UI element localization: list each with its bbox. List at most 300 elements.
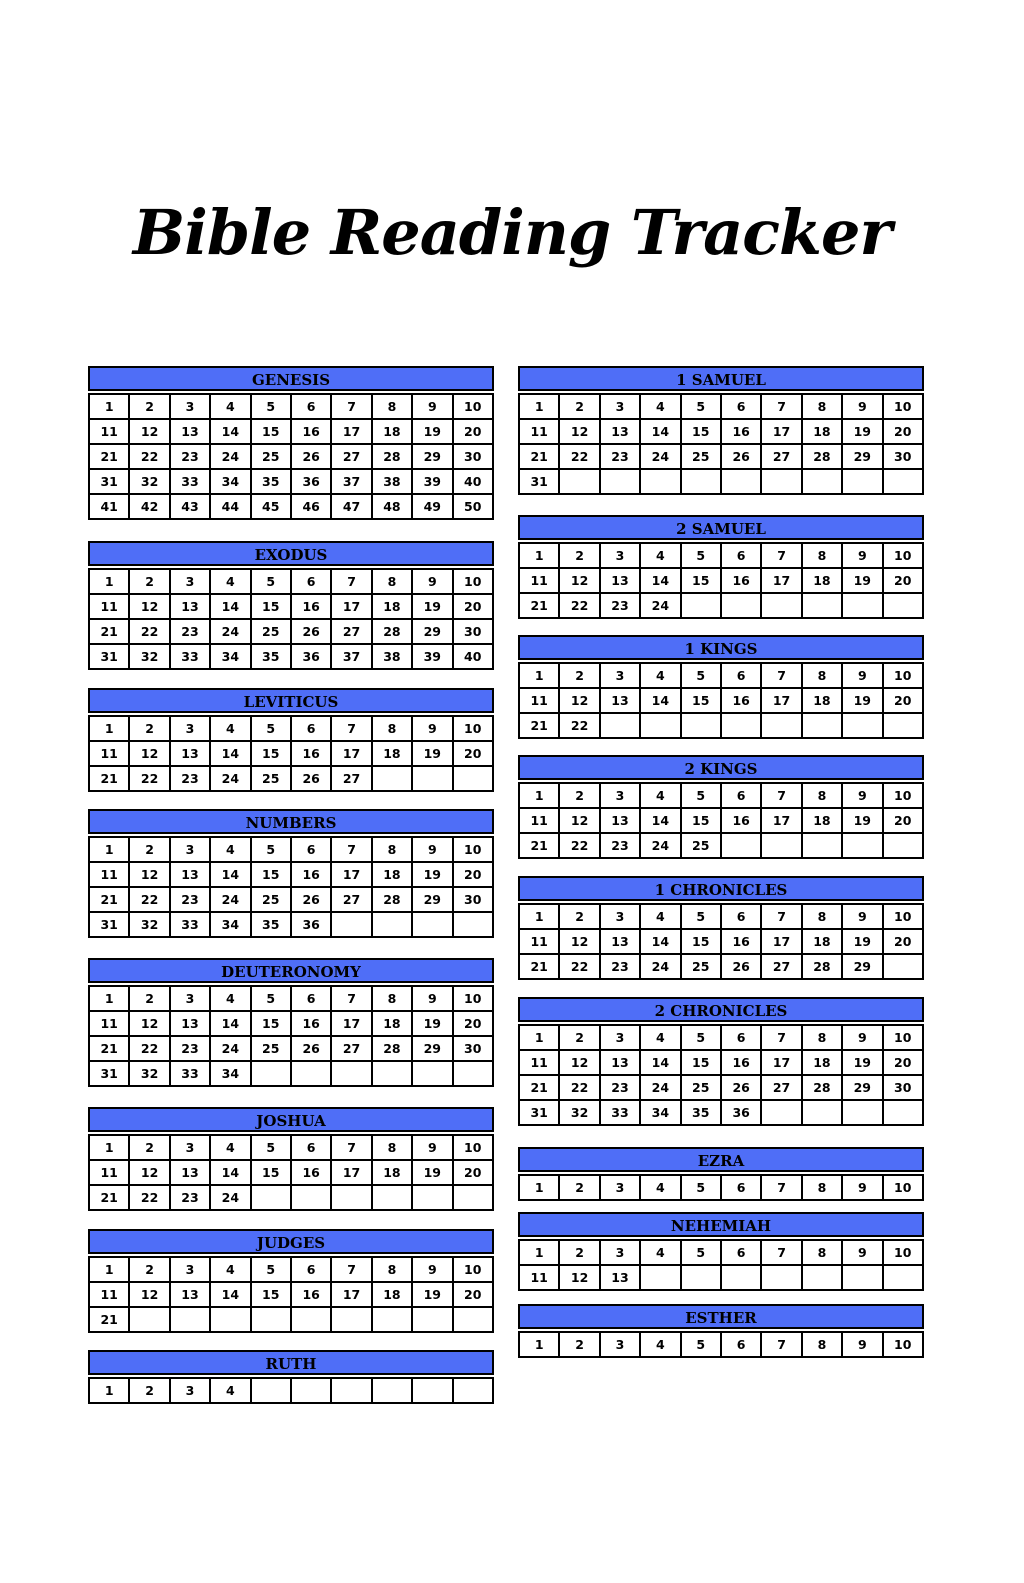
chapter-cell[interactable]: 11: [89, 419, 129, 444]
chapter-cell[interactable]: 5: [251, 569, 291, 594]
chapter-cell[interactable]: 18: [802, 929, 842, 954]
chapter-cell[interactable]: 5: [251, 986, 291, 1011]
chapter-cell[interactable]: 13: [600, 419, 640, 444]
chapter-cell[interactable]: 30: [883, 1075, 923, 1100]
chapter-cell[interactable]: 1: [519, 663, 559, 688]
chapter-cell[interactable]: 22: [559, 1075, 599, 1100]
chapter-cell[interactable]: 12: [559, 419, 599, 444]
chapter-cell[interactable]: 25: [681, 954, 721, 979]
chapter-cell[interactable]: 5: [681, 1332, 721, 1357]
chapter-cell[interactable]: 31: [89, 644, 129, 669]
chapter-cell[interactable]: 7: [331, 1135, 371, 1160]
chapter-cell[interactable]: 9: [412, 569, 452, 594]
chapter-cell[interactable]: 18: [372, 1011, 412, 1036]
chapter-cell[interactable]: 5: [251, 837, 291, 862]
chapter-cell[interactable]: 7: [761, 1025, 801, 1050]
chapter-cell[interactable]: 4: [210, 1135, 250, 1160]
chapter-cell[interactable]: 7: [761, 394, 801, 419]
chapter-cell[interactable]: 30: [453, 444, 493, 469]
chapter-cell[interactable]: 25: [251, 1036, 291, 1061]
chapter-cell[interactable]: 13: [600, 688, 640, 713]
chapter-cell[interactable]: 17: [331, 1011, 371, 1036]
chapter-cell[interactable]: 16: [721, 929, 761, 954]
chapter-cell[interactable]: 1: [89, 394, 129, 419]
chapter-cell[interactable]: 9: [842, 783, 882, 808]
chapter-cell[interactable]: 26: [291, 887, 331, 912]
chapter-cell[interactable]: 5: [681, 783, 721, 808]
chapter-cell[interactable]: 26: [291, 619, 331, 644]
chapter-cell[interactable]: 3: [600, 904, 640, 929]
chapter-cell[interactable]: 18: [802, 419, 842, 444]
chapter-cell[interactable]: 12: [129, 1160, 169, 1185]
chapter-cell[interactable]: 15: [251, 594, 291, 619]
chapter-cell[interactable]: 22: [129, 766, 169, 791]
chapter-cell[interactable]: 2: [559, 904, 599, 929]
chapter-cell[interactable]: 33: [600, 1100, 640, 1125]
chapter-cell[interactable]: 13: [600, 808, 640, 833]
chapter-cell[interactable]: 22: [129, 444, 169, 469]
chapter-cell[interactable]: 41: [89, 494, 129, 519]
chapter-cell[interactable]: 8: [372, 1135, 412, 1160]
chapter-cell[interactable]: 6: [291, 1135, 331, 1160]
chapter-cell[interactable]: 18: [372, 1282, 412, 1307]
chapter-cell[interactable]: 21: [519, 833, 559, 858]
chapter-cell[interactable]: 17: [761, 929, 801, 954]
chapter-cell[interactable]: 4: [210, 569, 250, 594]
chapter-cell[interactable]: 5: [251, 716, 291, 741]
chapter-cell[interactable]: 22: [129, 887, 169, 912]
chapter-cell[interactable]: 2: [129, 1135, 169, 1160]
chapter-cell[interactable]: 36: [291, 469, 331, 494]
chapter-cell[interactable]: 9: [842, 394, 882, 419]
chapter-cell[interactable]: 28: [802, 444, 842, 469]
chapter-cell[interactable]: 24: [210, 1036, 250, 1061]
chapter-cell[interactable]: 16: [291, 862, 331, 887]
chapter-cell[interactable]: 27: [331, 444, 371, 469]
chapter-cell[interactable]: 13: [170, 1011, 210, 1036]
chapter-cell[interactable]: 20: [453, 862, 493, 887]
chapter-cell[interactable]: 3: [170, 716, 210, 741]
chapter-cell[interactable]: 7: [331, 569, 371, 594]
chapter-cell[interactable]: 25: [251, 766, 291, 791]
chapter-cell[interactable]: 10: [883, 1240, 923, 1265]
chapter-cell[interactable]: 7: [331, 1257, 371, 1282]
chapter-cell[interactable]: 2: [129, 394, 169, 419]
chapter-cell[interactable]: 14: [210, 1282, 250, 1307]
chapter-cell[interactable]: 14: [210, 1011, 250, 1036]
chapter-cell[interactable]: 8: [372, 569, 412, 594]
chapter-cell[interactable]: 24: [210, 1185, 250, 1210]
chapter-cell[interactable]: 21: [89, 619, 129, 644]
chapter-cell[interactable]: 10: [883, 1175, 923, 1200]
chapter-cell[interactable]: 32: [129, 1061, 169, 1086]
chapter-cell[interactable]: 22: [129, 619, 169, 644]
chapter-cell[interactable]: 17: [331, 1160, 371, 1185]
chapter-cell[interactable]: 10: [883, 1025, 923, 1050]
chapter-cell[interactable]: 2: [559, 394, 599, 419]
chapter-cell[interactable]: 19: [842, 1050, 882, 1075]
chapter-cell[interactable]: 18: [372, 594, 412, 619]
chapter-cell[interactable]: 10: [883, 783, 923, 808]
chapter-cell[interactable]: 27: [761, 954, 801, 979]
chapter-cell[interactable]: 24: [210, 766, 250, 791]
chapter-cell[interactable]: 6: [291, 1257, 331, 1282]
chapter-cell[interactable]: 12: [129, 1011, 169, 1036]
chapter-cell[interactable]: 20: [453, 594, 493, 619]
chapter-cell[interactable]: 24: [640, 444, 680, 469]
chapter-cell[interactable]: 18: [802, 688, 842, 713]
chapter-cell[interactable]: 17: [761, 808, 801, 833]
chapter-cell[interactable]: 44: [210, 494, 250, 519]
chapter-cell[interactable]: 19: [842, 688, 882, 713]
chapter-cell[interactable]: 13: [170, 419, 210, 444]
chapter-cell[interactable]: 9: [412, 1135, 452, 1160]
chapter-cell[interactable]: 22: [559, 444, 599, 469]
chapter-cell[interactable]: 3: [170, 837, 210, 862]
chapter-cell[interactable]: 28: [802, 1075, 842, 1100]
chapter-cell[interactable]: 29: [412, 887, 452, 912]
chapter-cell[interactable]: 1: [89, 986, 129, 1011]
chapter-cell[interactable]: 21: [89, 1185, 129, 1210]
chapter-cell[interactable]: 38: [372, 644, 412, 669]
chapter-cell[interactable]: 26: [291, 1036, 331, 1061]
chapter-cell[interactable]: 26: [721, 444, 761, 469]
chapter-cell[interactable]: 4: [210, 716, 250, 741]
chapter-cell[interactable]: 13: [170, 1160, 210, 1185]
chapter-cell[interactable]: 31: [519, 469, 559, 494]
chapter-cell[interactable]: 27: [331, 619, 371, 644]
chapter-cell[interactable]: 9: [412, 837, 452, 862]
chapter-cell[interactable]: 10: [453, 394, 493, 419]
chapter-cell[interactable]: 23: [170, 1185, 210, 1210]
chapter-cell[interactable]: 23: [600, 593, 640, 618]
chapter-cell[interactable]: 34: [210, 912, 250, 937]
chapter-cell[interactable]: 11: [89, 741, 129, 766]
chapter-cell[interactable]: 43: [170, 494, 210, 519]
chapter-cell[interactable]: 25: [681, 444, 721, 469]
chapter-cell[interactable]: 23: [170, 1036, 210, 1061]
chapter-cell[interactable]: 3: [170, 1135, 210, 1160]
chapter-cell[interactable]: 7: [761, 783, 801, 808]
chapter-cell[interactable]: 17: [331, 741, 371, 766]
chapter-cell[interactable]: 8: [372, 716, 412, 741]
chapter-cell[interactable]: 20: [883, 808, 923, 833]
chapter-cell[interactable]: 7: [761, 663, 801, 688]
chapter-cell[interactable]: 13: [170, 862, 210, 887]
chapter-cell[interactable]: 25: [681, 833, 721, 858]
chapter-cell[interactable]: 20: [883, 1050, 923, 1075]
chapter-cell[interactable]: 6: [721, 1240, 761, 1265]
chapter-cell[interactable]: 10: [883, 1332, 923, 1357]
chapter-cell[interactable]: 15: [251, 741, 291, 766]
chapter-cell[interactable]: 11: [89, 1011, 129, 1036]
chapter-cell[interactable]: 1: [89, 716, 129, 741]
chapter-cell[interactable]: 30: [453, 887, 493, 912]
chapter-cell[interactable]: 7: [761, 904, 801, 929]
chapter-cell[interactable]: 4: [210, 1378, 250, 1403]
chapter-cell[interactable]: 14: [640, 808, 680, 833]
chapter-cell[interactable]: 8: [372, 986, 412, 1011]
chapter-cell[interactable]: 8: [372, 1257, 412, 1282]
chapter-cell[interactable]: 11: [519, 929, 559, 954]
chapter-cell[interactable]: 21: [519, 954, 559, 979]
chapter-cell[interactable]: 37: [331, 644, 371, 669]
chapter-cell[interactable]: 23: [600, 1075, 640, 1100]
chapter-cell[interactable]: 10: [883, 904, 923, 929]
chapter-cell[interactable]: 22: [559, 713, 599, 738]
chapter-cell[interactable]: 14: [210, 862, 250, 887]
chapter-cell[interactable]: 34: [210, 644, 250, 669]
chapter-cell[interactable]: 9: [842, 904, 882, 929]
chapter-cell[interactable]: 10: [883, 663, 923, 688]
chapter-cell[interactable]: 25: [251, 619, 291, 644]
chapter-cell[interactable]: 13: [600, 568, 640, 593]
chapter-cell[interactable]: 7: [331, 986, 371, 1011]
chapter-cell[interactable]: 12: [129, 741, 169, 766]
chapter-cell[interactable]: 31: [89, 469, 129, 494]
chapter-cell[interactable]: 7: [761, 1240, 801, 1265]
chapter-cell[interactable]: 21: [519, 713, 559, 738]
chapter-cell[interactable]: 19: [842, 808, 882, 833]
chapter-cell[interactable]: 9: [842, 1175, 882, 1200]
chapter-cell[interactable]: 40: [453, 469, 493, 494]
chapter-cell[interactable]: 23: [170, 444, 210, 469]
chapter-cell[interactable]: 22: [559, 593, 599, 618]
chapter-cell[interactable]: 30: [453, 619, 493, 644]
chapter-cell[interactable]: 15: [681, 568, 721, 593]
chapter-cell[interactable]: 8: [802, 394, 842, 419]
chapter-cell[interactable]: 20: [883, 419, 923, 444]
chapter-cell[interactable]: 3: [170, 1378, 210, 1403]
chapter-cell[interactable]: 17: [331, 594, 371, 619]
chapter-cell[interactable]: 5: [681, 904, 721, 929]
chapter-cell[interactable]: 35: [251, 912, 291, 937]
chapter-cell[interactable]: 4: [640, 1240, 680, 1265]
chapter-cell[interactable]: 10: [883, 543, 923, 568]
chapter-cell[interactable]: 10: [453, 1135, 493, 1160]
chapter-cell[interactable]: 30: [883, 444, 923, 469]
chapter-cell[interactable]: 5: [681, 1175, 721, 1200]
chapter-cell[interactable]: 16: [721, 1050, 761, 1075]
chapter-cell[interactable]: 23: [600, 444, 640, 469]
chapter-cell[interactable]: 12: [559, 688, 599, 713]
chapter-cell[interactable]: 28: [372, 444, 412, 469]
chapter-cell[interactable]: 24: [640, 1075, 680, 1100]
chapter-cell[interactable]: 17: [761, 688, 801, 713]
chapter-cell[interactable]: 12: [129, 1282, 169, 1307]
chapter-cell[interactable]: 2: [129, 716, 169, 741]
chapter-cell[interactable]: 3: [600, 663, 640, 688]
chapter-cell[interactable]: 13: [170, 594, 210, 619]
chapter-cell[interactable]: 15: [251, 1160, 291, 1185]
chapter-cell[interactable]: 29: [842, 1075, 882, 1100]
chapter-cell[interactable]: 19: [412, 1282, 452, 1307]
chapter-cell[interactable]: 30: [453, 1036, 493, 1061]
chapter-cell[interactable]: 7: [761, 1332, 801, 1357]
chapter-cell[interactable]: 2: [129, 569, 169, 594]
chapter-cell[interactable]: 32: [559, 1100, 599, 1125]
chapter-cell[interactable]: 11: [519, 688, 559, 713]
chapter-cell[interactable]: 16: [721, 568, 761, 593]
chapter-cell[interactable]: 1: [519, 543, 559, 568]
chapter-cell[interactable]: 5: [251, 1257, 291, 1282]
chapter-cell[interactable]: 20: [453, 741, 493, 766]
chapter-cell[interactable]: 2: [559, 1240, 599, 1265]
chapter-cell[interactable]: 6: [721, 663, 761, 688]
chapter-cell[interactable]: 5: [251, 1135, 291, 1160]
chapter-cell[interactable]: 6: [721, 1332, 761, 1357]
chapter-cell[interactable]: 6: [721, 904, 761, 929]
chapter-cell[interactable]: 8: [802, 663, 842, 688]
chapter-cell[interactable]: 36: [721, 1100, 761, 1125]
chapter-cell[interactable]: 16: [721, 688, 761, 713]
chapter-cell[interactable]: 23: [600, 954, 640, 979]
chapter-cell[interactable]: 7: [331, 394, 371, 419]
chapter-cell[interactable]: 11: [89, 862, 129, 887]
chapter-cell[interactable]: 24: [640, 954, 680, 979]
chapter-cell[interactable]: 8: [802, 1025, 842, 1050]
chapter-cell[interactable]: 39: [412, 469, 452, 494]
chapter-cell[interactable]: 19: [412, 862, 452, 887]
chapter-cell[interactable]: 4: [210, 986, 250, 1011]
chapter-cell[interactable]: 29: [842, 444, 882, 469]
chapter-cell[interactable]: 3: [600, 543, 640, 568]
chapter-cell[interactable]: 24: [210, 887, 250, 912]
chapter-cell[interactable]: 6: [721, 394, 761, 419]
chapter-cell[interactable]: 21: [519, 444, 559, 469]
chapter-cell[interactable]: 3: [170, 1257, 210, 1282]
chapter-cell[interactable]: 2: [559, 543, 599, 568]
chapter-cell[interactable]: 10: [453, 1257, 493, 1282]
chapter-cell[interactable]: 16: [291, 419, 331, 444]
chapter-cell[interactable]: 9: [842, 543, 882, 568]
chapter-cell[interactable]: 14: [640, 688, 680, 713]
chapter-cell[interactable]: 21: [89, 766, 129, 791]
chapter-cell[interactable]: 20: [453, 419, 493, 444]
chapter-cell[interactable]: 5: [251, 394, 291, 419]
chapter-cell[interactable]: 11: [519, 568, 559, 593]
chapter-cell[interactable]: 2: [559, 1025, 599, 1050]
chapter-cell[interactable]: 19: [842, 419, 882, 444]
chapter-cell[interactable]: 15: [681, 419, 721, 444]
chapter-cell[interactable]: 22: [129, 1185, 169, 1210]
chapter-cell[interactable]: 40: [453, 644, 493, 669]
chapter-cell[interactable]: 18: [802, 808, 842, 833]
chapter-cell[interactable]: 31: [89, 912, 129, 937]
chapter-cell[interactable]: 21: [89, 1036, 129, 1061]
chapter-cell[interactable]: 32: [129, 644, 169, 669]
chapter-cell[interactable]: 12: [129, 419, 169, 444]
chapter-cell[interactable]: 2: [559, 783, 599, 808]
chapter-cell[interactable]: 5: [681, 1025, 721, 1050]
chapter-cell[interactable]: 12: [559, 1050, 599, 1075]
chapter-cell[interactable]: 13: [600, 929, 640, 954]
chapter-cell[interactable]: 28: [802, 954, 842, 979]
chapter-cell[interactable]: 18: [372, 419, 412, 444]
chapter-cell[interactable]: 3: [600, 1025, 640, 1050]
chapter-cell[interactable]: 29: [412, 444, 452, 469]
chapter-cell[interactable]: 35: [251, 469, 291, 494]
chapter-cell[interactable]: 28: [372, 887, 412, 912]
chapter-cell[interactable]: 1: [519, 904, 559, 929]
chapter-cell[interactable]: 21: [519, 593, 559, 618]
chapter-cell[interactable]: 12: [129, 862, 169, 887]
chapter-cell[interactable]: 25: [251, 887, 291, 912]
chapter-cell[interactable]: 4: [640, 783, 680, 808]
chapter-cell[interactable]: 14: [640, 568, 680, 593]
chapter-cell[interactable]: 9: [842, 1025, 882, 1050]
chapter-cell[interactable]: 19: [842, 568, 882, 593]
chapter-cell[interactable]: 13: [600, 1050, 640, 1075]
chapter-cell[interactable]: 13: [170, 1282, 210, 1307]
chapter-cell[interactable]: 14: [640, 419, 680, 444]
chapter-cell[interactable]: 4: [640, 1025, 680, 1050]
chapter-cell[interactable]: 8: [372, 837, 412, 862]
chapter-cell[interactable]: 26: [721, 954, 761, 979]
chapter-cell[interactable]: 28: [372, 619, 412, 644]
chapter-cell[interactable]: 45: [251, 494, 291, 519]
chapter-cell[interactable]: 27: [331, 1036, 371, 1061]
chapter-cell[interactable]: 10: [453, 837, 493, 862]
chapter-cell[interactable]: 6: [291, 394, 331, 419]
chapter-cell[interactable]: 2: [559, 663, 599, 688]
chapter-cell[interactable]: 3: [170, 569, 210, 594]
chapter-cell[interactable]: 3: [600, 394, 640, 419]
chapter-cell[interactable]: 6: [291, 986, 331, 1011]
chapter-cell[interactable]: 36: [291, 644, 331, 669]
chapter-cell[interactable]: 29: [842, 954, 882, 979]
chapter-cell[interactable]: 7: [331, 837, 371, 862]
chapter-cell[interactable]: 14: [640, 929, 680, 954]
chapter-cell[interactable]: 1: [519, 1025, 559, 1050]
chapter-cell[interactable]: 3: [170, 394, 210, 419]
chapter-cell[interactable]: 7: [761, 1175, 801, 1200]
chapter-cell[interactable]: 3: [600, 1240, 640, 1265]
chapter-cell[interactable]: 20: [883, 568, 923, 593]
chapter-cell[interactable]: 26: [291, 766, 331, 791]
chapter-cell[interactable]: 32: [129, 912, 169, 937]
chapter-cell[interactable]: 19: [412, 594, 452, 619]
chapter-cell[interactable]: 4: [640, 904, 680, 929]
chapter-cell[interactable]: 23: [170, 766, 210, 791]
chapter-cell[interactable]: 25: [251, 444, 291, 469]
chapter-cell[interactable]: 4: [640, 394, 680, 419]
chapter-cell[interactable]: 15: [251, 1282, 291, 1307]
chapter-cell[interactable]: 18: [372, 1160, 412, 1185]
chapter-cell[interactable]: 34: [640, 1100, 680, 1125]
chapter-cell[interactable]: 10: [883, 394, 923, 419]
chapter-cell[interactable]: 1: [519, 783, 559, 808]
chapter-cell[interactable]: 14: [210, 1160, 250, 1185]
chapter-cell[interactable]: 42: [129, 494, 169, 519]
chapter-cell[interactable]: 23: [170, 887, 210, 912]
chapter-cell[interactable]: 2: [129, 986, 169, 1011]
chapter-cell[interactable]: 9: [412, 986, 452, 1011]
chapter-cell[interactable]: 19: [842, 929, 882, 954]
chapter-cell[interactable]: 8: [802, 783, 842, 808]
chapter-cell[interactable]: 2: [129, 837, 169, 862]
chapter-cell[interactable]: 28: [372, 1036, 412, 1061]
chapter-cell[interactable]: 6: [721, 1025, 761, 1050]
chapter-cell[interactable]: 18: [802, 1050, 842, 1075]
chapter-cell[interactable]: 5: [681, 394, 721, 419]
chapter-cell[interactable]: 2: [129, 1378, 169, 1403]
chapter-cell[interactable]: 2: [559, 1332, 599, 1357]
chapter-cell[interactable]: 3: [600, 1332, 640, 1357]
chapter-cell[interactable]: 15: [251, 419, 291, 444]
chapter-cell[interactable]: 9: [842, 663, 882, 688]
chapter-cell[interactable]: 22: [559, 954, 599, 979]
